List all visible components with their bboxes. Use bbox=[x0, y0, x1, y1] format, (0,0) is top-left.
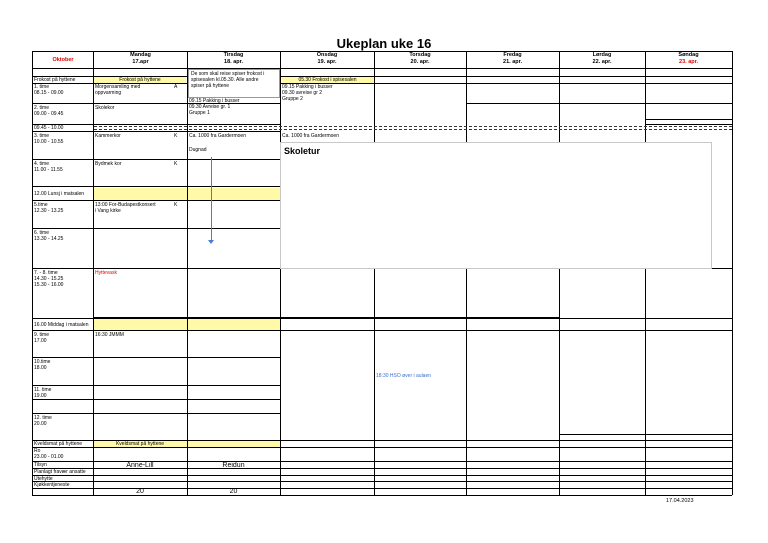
row-label-t5: 5.time 12.30 - 13.25 bbox=[34, 202, 64, 214]
mon-t9: 16:30 JMMM bbox=[95, 332, 124, 338]
row-label-t2: 2. time 09.00 - 09.45 bbox=[34, 105, 64, 117]
row-label-tilsyn: Tilsyn bbox=[34, 462, 47, 468]
day-header-sun: Søndag 23. apr. bbox=[678, 52, 699, 65]
day-header-sat: Lørdag 22. apr. bbox=[592, 52, 612, 65]
skoletur-box bbox=[280, 142, 712, 269]
row-label-t1: 1. time 08.15 - 09.00 bbox=[34, 84, 64, 96]
row-label-t4: 4. time 11.00 - 11.55 bbox=[34, 161, 63, 173]
mon-t1: Morgensamling med oppvarming bbox=[95, 84, 141, 96]
row-label-kjokken: Kjøkkentjeneste bbox=[34, 482, 70, 488]
month-label: Oktober bbox=[52, 57, 74, 63]
tue-frokost-note: De som skal reise spiser frokost i spisesalen kl.05.30. Alle andre spiser på hyttene bbox=[188, 69, 280, 98]
tue-tilsyn: Reidun bbox=[222, 462, 245, 469]
row-label-frokost: Frokost på hyttene bbox=[34, 77, 76, 83]
day-header-mon: Mandag 17.apr bbox=[130, 52, 151, 65]
row-label-fravaer: Planlagt fravær ansatte bbox=[34, 469, 86, 475]
tue-kjokken: 20 bbox=[229, 488, 238, 495]
mon-t1-code: A bbox=[174, 84, 178, 90]
row-label-ro: Ro 23.00 - 01.00 bbox=[34, 448, 64, 460]
tue-dugnad: Dugnad bbox=[189, 147, 207, 153]
tue-pakking: 09.15 Pakking i busser 09.30 Avreise gr. 1 Gruppe 1 bbox=[189, 98, 240, 116]
footer-date: 17.04.2023 bbox=[666, 498, 694, 504]
arrow-down-icon bbox=[208, 240, 214, 244]
thu-hso: 18:30 HSO øver i aulaen bbox=[376, 373, 432, 379]
mon-tilsyn: Anne-Lill bbox=[126, 462, 154, 469]
day-header-fri: Fredag 21. apr. bbox=[503, 52, 522, 65]
row-label-t6: 6. time 13.30 - 14.25 bbox=[34, 230, 64, 242]
row-label-t10: 10.time 18.00 bbox=[34, 359, 51, 371]
mon-t3: Kammerkor bbox=[95, 133, 121, 139]
wed-t3: Ca. 1000 fra Gardermoen bbox=[282, 133, 339, 139]
row-label-lunsj: 12.00 Lunsj i matsalen bbox=[34, 191, 85, 197]
mon-t5: 13:00 For-Budapestkonsert i Vang kirke bbox=[95, 202, 156, 214]
mon-hyttevask: Hyttevask bbox=[95, 270, 117, 276]
row-label-t11: 11. time 19.00 bbox=[34, 387, 52, 399]
row-label-pause: 09.45 - 10.00 bbox=[34, 125, 64, 131]
day-header-tue: Tirsdag 18. apr. bbox=[223, 52, 244, 65]
tue-arrow-line bbox=[211, 157, 212, 242]
mon-frokost: Frokost på hyttene bbox=[119, 77, 161, 83]
mon-t4-code: K bbox=[174, 161, 178, 167]
mon-t4: Bydmek kor bbox=[95, 161, 122, 167]
wed-frokost: 05.30 Frokost i spisesalen bbox=[298, 77, 357, 83]
row-label-t78: 7. - 8. time 14.30 - 15.25 15.30 - 16.00 bbox=[34, 270, 64, 288]
page-title: Ukeplan uke 16 bbox=[336, 36, 432, 51]
row-label-kveld: Kveldsmat på hyttene bbox=[34, 441, 83, 447]
row-label-middag: 16.00 Middag i matsalen bbox=[34, 322, 89, 328]
wed-pakking: 09.15 Pakking i busser 09.30 avreise gr 2 Gruppe 2 bbox=[282, 84, 333, 102]
row-label-t9: 9. time 17.00 bbox=[34, 332, 50, 344]
tue-t3: Ca. 1000 fra Gardermoen bbox=[189, 133, 246, 139]
day-header-wed: Onsdag 19. apr. bbox=[316, 52, 338, 65]
skoletur-label: Skoletur bbox=[284, 146, 321, 156]
day-header-thu: Torsdag 20. apr. bbox=[409, 52, 431, 65]
mon-t2: Skolekor bbox=[95, 105, 115, 111]
row-label-t3: 3. time 10.00 - 10.55 bbox=[34, 133, 64, 145]
mon-kjokken: 20 bbox=[136, 488, 144, 495]
row-label-utehytte: Utehytte bbox=[34, 476, 53, 482]
mon-kveld: Kveldsmat på hyttene bbox=[115, 441, 165, 447]
mon-t5-code: K bbox=[174, 202, 178, 208]
row-label-t12: 12. time 20.00 bbox=[34, 415, 52, 427]
mon-t3-code: K bbox=[174, 133, 178, 139]
